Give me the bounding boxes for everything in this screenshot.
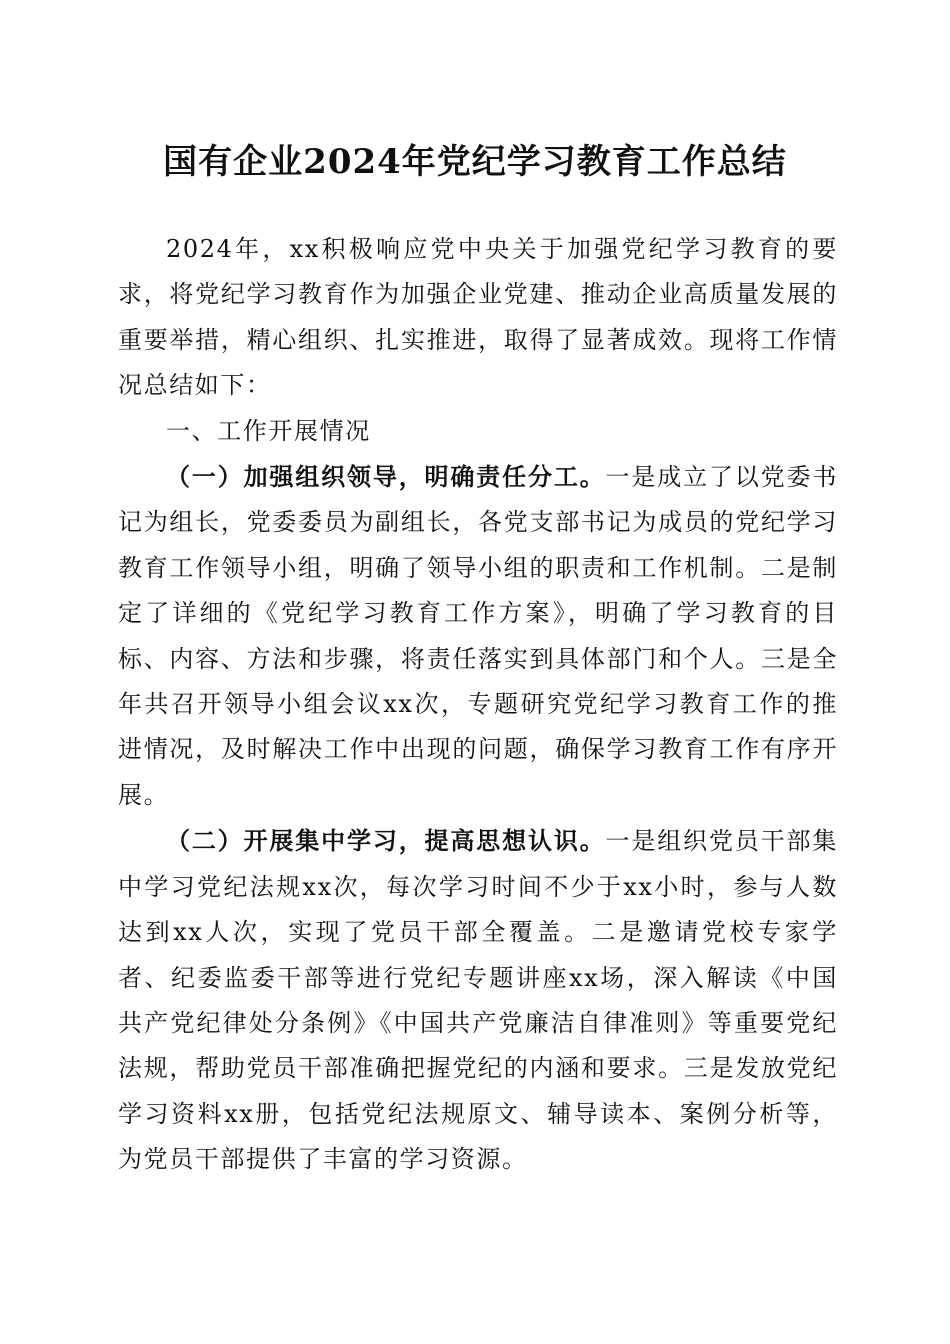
section-paragraph — [118, 454, 838, 818]
section-paragraph — [118, 818, 838, 1182]
intro-paragraph: 2024年，xx积极响应党中央关于加强党纪学习教育的要求，将党纪学习教育作为加强企业党建、推动企业高质量发展的重要举措，精心组织、扎实推进，取得了显著成效。现将工作情况总结如下： — [118, 235, 838, 400]
document-title: 国有企业2024年党纪学习教育工作总结 — [163, 142, 787, 182]
subheading: （一）加强组织领导，明确责任分工。 — [166, 462, 606, 492]
paragraph-text: 一是成立了以党委书记为组长，党委委员为副组长，各党支部书记为成员的党纪学习教育工作领导小组，明确了领导小组的职责和工作机制。二是制定了详细的《党纪学习教育工作方案》，明确了学习教育的目标、内容、方法和步骤，将责任落实到具体部门和个人。三是全年共召开领导小组会议xx次，专题研究党纪学习教育工作的推进情况，及时解决工作中出现的问题，确保学习教育工作有序开展。 — [118, 463, 838, 809]
section-heading: 一、工作开展情况 — [166, 416, 371, 445]
document-body — [118, 227, 838, 1183]
subheading: （二）开展集中学习，提高思想认识。 — [166, 826, 606, 856]
paragraph-text: 一是组织党员干部集中学习党纪法规xx次，每次学习时间不少于xx小时，参与人数达到xx人次，实现了党员干部全覆盖。二是邀请党校专家学者、纪委监委干部等进行党纪专题讲座xx场，深入解读《中国共产党纪律处分条例》《中国共产党廉洁自律准则》等重要党纪法规，帮助党员干部准确把握党纪的内涵和要求。三是发放党纪学习资料xx册，包括党纪法规原文、辅导读本、案例分析等，为党员干部提供了丰富的学习资源。 — [118, 827, 838, 1174]
